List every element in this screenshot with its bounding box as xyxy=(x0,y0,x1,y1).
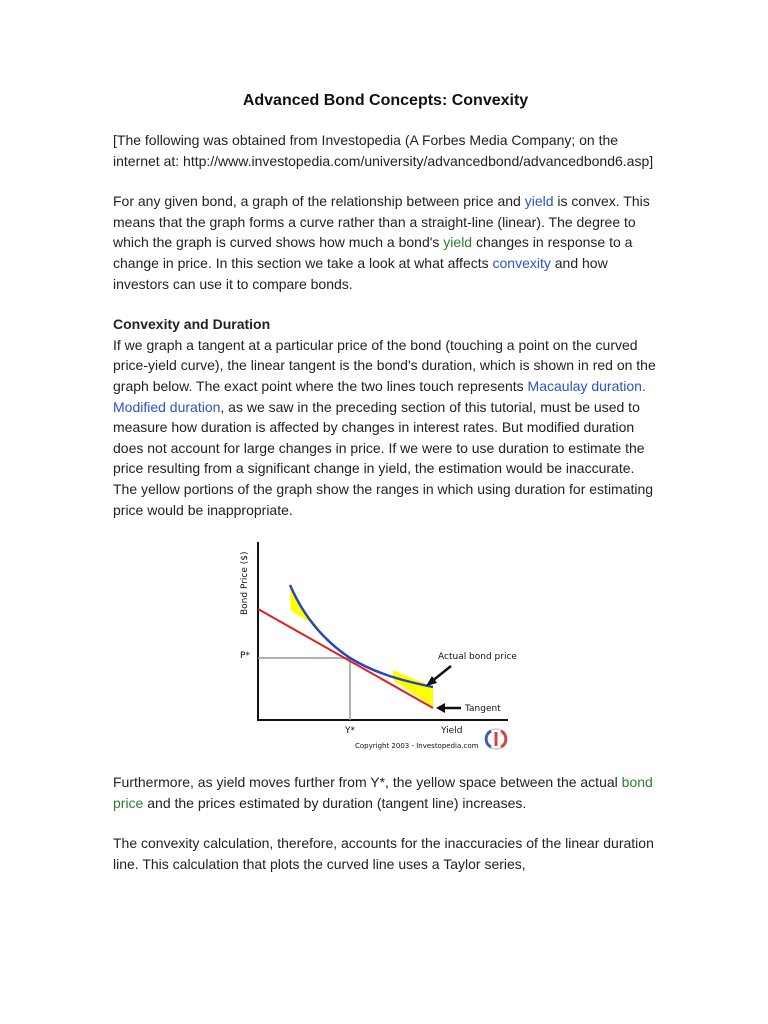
tangent-arrowhead xyxy=(436,703,445,713)
text-segment: , as we saw in the preceding section of this tutorial, must be used to measure how duration is affected by changes in interest rates. But modified duration does not account for large changes in price. If we were to use duration to estimate the price resulting from a significant change in yield, the estimation would be inaccurate. The yellow portions of the graph show the ranges in which using duration for estimating price would be inappropriate. xyxy=(113,398,654,518)
tangent-label: Tangent xyxy=(465,704,501,715)
convexity-calc-paragraph: The convexity calculation, therefore, accounts for the inaccuracies of the linear duration line. This calculation that plots the curved line uses a Taylor series, xyxy=(113,835,654,872)
y-axis-label: Bond Price ($) xyxy=(240,551,250,616)
y-star-label: Y* xyxy=(345,726,355,737)
bond-price-link[interactable]: bond price xyxy=(113,774,653,811)
modified-duration-link[interactable]: Modified duration xyxy=(113,398,221,415)
yellow-space-paragraph xyxy=(113,772,658,813)
text-segment: and how investors can use it to compare bonds. xyxy=(113,254,608,292)
text-segment: Furthermore, as yield moves further from Y*, the yellow space between the actual xyxy=(113,774,622,791)
text-segment: and the prices estimated by duration (tangent line) increases. xyxy=(143,794,527,811)
document-page xyxy=(113,92,658,894)
page-title: Advanced Bond Concepts: Convexity xyxy=(242,92,529,109)
section-heading: Convexity and Duration xyxy=(113,316,271,333)
yield-link-green[interactable]: yield xyxy=(443,234,473,251)
duration-paragraph xyxy=(113,335,658,520)
text-segment: changes in response to a change in price. In this section we take a look at what affects xyxy=(113,234,633,271)
upper-gap-region xyxy=(290,585,323,630)
yield-link[interactable]: yield xyxy=(524,193,554,210)
text-segment: is convex. This means that the graph forms a curve rather than a straight-line (linear). The degree to which the graph is curved shows how much a bond's xyxy=(113,193,650,251)
p-star-label: P* xyxy=(240,651,250,662)
price-yield-chart xyxy=(233,540,523,765)
text-segment: For any given bond, a graph of the relationship between price and xyxy=(113,193,525,210)
x-axis-label: Yield xyxy=(441,726,463,737)
price-yield-figure xyxy=(113,540,658,772)
bond-price-curve xyxy=(290,585,433,687)
text-segment: If we graph a tangent at a particular price of the bond (touching a point on the curved price-yield curve), the linear tangent is the bond's duration, which is shown in red on the graph below. The exact point where the two lines touch represents xyxy=(113,336,656,394)
convexity-link[interactable]: convexity xyxy=(492,254,551,271)
source-note: [The following was obtained from Investopedia (A Forbes Media Company; on the internet at: http://www.investopedia.com/university/advancedbond/advancedbond6.asp] xyxy=(113,132,654,169)
investopedia-logo-icon xyxy=(486,729,506,749)
text-segment: . xyxy=(641,377,646,394)
copyright-text: Copyright 2003 - Investopedia.com xyxy=(355,742,479,751)
macaulay-duration-link[interactable]: Macaulay duration xyxy=(527,377,642,394)
intro-paragraph xyxy=(113,191,658,294)
curve-label: Actual bond price xyxy=(438,652,517,663)
